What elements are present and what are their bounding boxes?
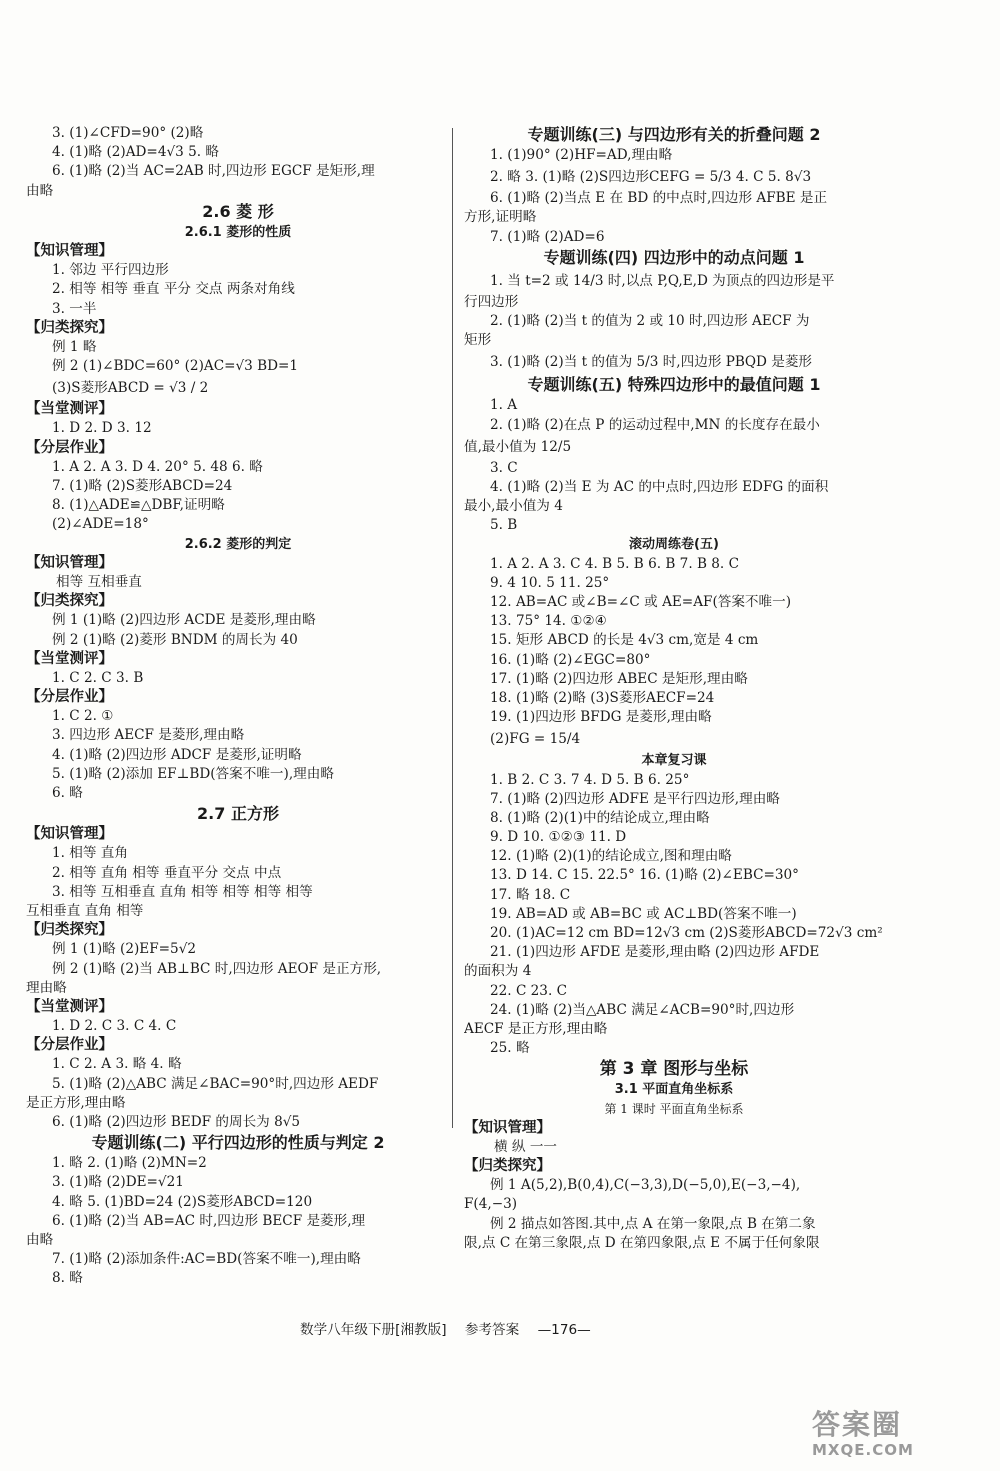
left-line: 1. D 2. C 3. C 4. C	[52, 1018, 177, 1035]
watermark	[812, 1410, 988, 1464]
left-line: 3. (1)略 (2)DE=√21	[52, 1174, 184, 1191]
right-line: 18. (1)略 (2)略 (3)S菱形AECF=24	[490, 689, 715, 706]
right-line: 25. 略	[490, 1040, 530, 1057]
right-line: 值,最小值为 12/5	[464, 438, 572, 455]
right-line: 8. (1)略 (2)(1)中的结论成立,理由略	[490, 809, 710, 826]
left-line: 1. A 2. A 3. D 4. 20° 5. 48 6. 略	[52, 458, 263, 475]
left-line: 【当堂测评】	[26, 998, 113, 1015]
right-line: 例 1 A(5,2),B(0,4),C(−3,3),D(−5,0),E(−3,−4),	[490, 1177, 801, 1194]
left-line: 【知识管理】	[26, 826, 113, 843]
right-line: (2)FG = 15/4	[490, 731, 581, 748]
right-line: 20. (1)AC=12 cm BD=12√3 cm (2)S菱形ABCD=72√3 cm²	[490, 925, 883, 941]
right-line: 专题训练(五) 特殊四边形中的最值问题 1	[527, 375, 821, 395]
left-line: 6. (1)略 (2)当 AC=2AB 时,四边形 EGCF 是矩形,理	[52, 163, 375, 180]
left-line: 6. 略	[52, 785, 83, 801]
right-line: 24. (1)略 (2)当△ABC 满足∠ACB=90°时,四边形	[490, 1001, 795, 1018]
right-line: F(4,−3)	[464, 1196, 518, 1213]
right-line: 1. (1)90° (2)HF=AD,理由略	[490, 147, 673, 163]
right-line: 矩形	[464, 332, 492, 349]
left-line: 例 2 (1)∠BDC=60° (2)AC=√3 BD=1	[52, 358, 299, 375]
left-line: 3. 相等 互相垂直 直角 相等 相等 相等 相等	[52, 883, 313, 900]
right-line: 第 3 章 图形与坐标	[599, 1059, 749, 1080]
right-line: 6. (1)略 (2)当点 E 在 BD 的中点时,四边形 AFBE 是正	[490, 190, 828, 207]
left-line: 理由略	[26, 979, 67, 996]
right-line: 12. AB=AC 或∠B=∠C 或 AE=AF(答案不唯一)	[490, 594, 792, 610]
left-line: 1. C 2. C 3. B	[52, 669, 144, 686]
right-line: 2. 略 3. (1)略 (2)S四边形CEFG = 5/3 4. C 5. 8√3	[490, 169, 812, 186]
watermark-logo: 答案圈	[812, 1408, 903, 1441]
right-line: 3. C	[490, 459, 518, 476]
right-line: 13. D 14. C 15. 22.5° 16. (1)略 (2)∠EBC=30°	[490, 867, 799, 884]
left-line: 例 1 (1)略 (2)EF=5√2	[52, 941, 197, 958]
left-line: 2.6.2 菱形的判定	[184, 536, 292, 552]
left-line: 1. 相等 直角	[52, 845, 128, 862]
left-line: (3)S菱形ABCD = √3 / 2	[52, 380, 209, 397]
right-line: 9. 4 10. 5 11. 25°	[490, 574, 610, 591]
right-line: 【知识管理】	[464, 1119, 551, 1136]
right-line: 17. (1)略 (2)四边形 ABEC 是矩形,理由略	[490, 670, 748, 687]
right-line: 9. D 10. ①②③ 11. D	[490, 829, 627, 846]
right-line: 1. A 2. A 3. C 4. B 5. B 6. B 7. B 8. C	[490, 555, 739, 572]
left-line: 3. 一半	[52, 300, 97, 317]
left-line: 专题训练(二) 平行四边形的性质与判定 2	[91, 1133, 385, 1153]
left-line: 2. 相等 直角 相等 垂直平分 交点 中点	[52, 864, 282, 881]
left-line: 相等 互相垂直	[56, 573, 142, 590]
right-line: 限,点 C 在第三象限,点 D 在第四象限,点 E 不属于任何象限	[464, 1234, 820, 1251]
left-line: 例 2 (1)略 (2)菱形 BNDM 的周长为 40	[52, 631, 298, 648]
right-line: 1. A	[490, 397, 518, 414]
left-line: 5. (1)略 (2)△ABC 满足∠BAC=90°时,四边形 AEDF	[52, 1075, 379, 1092]
right-line: 专题训练(三) 与四边形有关的折叠问题 2	[527, 125, 821, 144]
page-number: —176—	[537, 1322, 591, 1338]
left-line: 【归类探究】	[26, 319, 113, 336]
right-line: 17. 略 18. C	[490, 886, 571, 903]
right-line: 13. 75° 14. ①②④	[490, 613, 607, 630]
right-line: 12. (1)略 (2)(1)的结论成立,图和理由略	[490, 848, 732, 865]
left-column	[26, 124, 450, 1289]
right-line: 行四边形	[464, 293, 519, 310]
left-line: 【分层作业】	[26, 439, 113, 456]
left-line: 5. (1)略 (2)添加 EF⊥BD(答案不唯一),理由略	[52, 765, 334, 782]
right-line: 7. (1)略 (2)AD=6	[490, 228, 605, 245]
left-line: 7. (1)略 (2)添加条件:AC=BD(答案不唯一),理由略	[52, 1251, 361, 1268]
left-line: 1. 略 2. (1)略 (2)MN=2	[52, 1155, 207, 1172]
left-line: 1. C 2. ①	[52, 708, 114, 725]
left-line: 例 1 略	[52, 338, 97, 355]
right-line: 的面积为 4	[464, 963, 532, 980]
left-line: 8. 略	[52, 1270, 83, 1287]
left-line: 3. (1)∠CFD=90° (2)略	[52, 125, 204, 141]
right-line: 1. B 2. C 3. 7 4. D 5. B 6. 25°	[490, 771, 690, 788]
right-line: 22. C 23. C	[490, 982, 568, 999]
left-line: 由略	[26, 1231, 54, 1248]
left-line: 6. (1)略 (2)当 AB=AC 时,四边形 BECF 是菱形,理	[52, 1212, 366, 1229]
left-line: 8. (1)△ADE≌△DBF,证明略	[52, 497, 225, 514]
right-line: 2. (1)略 (2)当 t 的值为 2 或 10 时,四边形 AECF 为	[490, 312, 810, 329]
right-line: 5. B	[490, 517, 518, 534]
left-line: 4. 略 5. (1)BD=24 (2)S菱形ABCD=120	[52, 1193, 313, 1210]
left-line: 互相垂直 直角 相等	[26, 902, 144, 919]
left-line: 1. D 2. D 3. 12	[52, 420, 152, 437]
left-line: 1. C 2. A 3. 略 4. 略	[52, 1056, 182, 1073]
right-line: 本章复习课	[641, 753, 707, 769]
left-line: 【知识管理】	[26, 242, 113, 259]
left-line: 【分层作业】	[26, 1037, 113, 1054]
right-line: 3.1 平面直角坐标系	[614, 1082, 734, 1098]
left-line: 7. (1)略 (2)S菱形ABCD=24	[52, 478, 233, 494]
right-line: 最小,最小值为 4	[464, 498, 563, 515]
left-line: 例 1 (1)略 (2)四边形 ACDE 是菱形,理由略	[52, 612, 316, 629]
left-line: 【知识管理】	[26, 554, 113, 571]
right-line: 2. (1)略 (2)在点 P 的运动过程中,MN 的长度存在最小	[490, 416, 820, 433]
page-footer	[300, 1318, 605, 1338]
left-line: 【当堂测评】	[26, 401, 113, 418]
left-line: 由略	[26, 182, 54, 199]
left-line: 【归类探究】	[26, 593, 113, 610]
left-line: (2)∠ADE=18°	[52, 516, 149, 533]
left-line: 【当堂测评】	[26, 650, 113, 667]
column-divider	[452, 128, 453, 1128]
footer-subject: 数学八年级下册[湘教版]	[300, 1322, 447, 1338]
right-line: 3. (1)略 (2)当 t 的值为 5/3 时,四边形 PBQD 是菱形	[490, 354, 813, 371]
right-column	[464, 124, 884, 1253]
right-line: AECF 是正方形,理由略	[464, 1020, 608, 1037]
left-line: 4. (1)略 (2)四边形 ADCF 是菱形,证明略	[52, 746, 302, 763]
right-line: 滚动周练卷(五)	[629, 537, 719, 553]
left-line: 3. 四边形 AECF 是菱形,理由略	[52, 727, 245, 744]
left-line: 【分层作业】	[26, 689, 113, 706]
right-line: 16. (1)略 (2)∠EGC=80°	[490, 651, 651, 668]
right-line: 方形,证明略	[464, 209, 537, 226]
right-line: 7. (1)略 (2)四边形 ADFE 是平行四边形,理由略	[490, 790, 780, 807]
left-line: 例 2 (1)略 (2)当 AB⊥BC 时,四边形 AEOF 是正方形,	[52, 960, 382, 977]
right-line: 1. 当 t=2 或 14/3 时,以点 P,Q,E,D 为顶点的四边形是平	[490, 272, 835, 289]
right-line: 21. (1)四边形 AFDE 是菱形,理由略 (2)四边形 AFDE	[490, 944, 820, 961]
left-line: 2.6.1 菱形的性质	[184, 224, 292, 240]
right-line: 专题训练(四) 四边形中的动点问题 1	[543, 247, 805, 267]
left-line: 【归类探究】	[26, 922, 113, 939]
left-line: 2. 相等 相等 垂直 平分 交点 两条对角线	[52, 281, 295, 298]
right-line: 15. 矩形 ABCD 的长是 4√3 cm,宽是 4 cm	[490, 632, 759, 649]
left-line: 4. (1)略 (2)AD=4√3 5. 略	[52, 144, 219, 161]
right-line: 第 1 课时 平面直角坐标系	[604, 1101, 744, 1116]
right-line: 4. (1)略 (2)当 E 为 AC 的中点时,四边形 EDFG 的面积	[490, 478, 829, 495]
left-line: 2.6 菱 形	[202, 201, 274, 221]
left-line: 1. 邻边 平行四边形	[52, 262, 169, 279]
left-line: 6. (1)略 (2)四边形 BEDF 的周长为 8√5	[52, 1114, 301, 1130]
right-line: 例 2 描点如答图.其中,点 A 在第一象限,点 B 在第二象	[490, 1215, 816, 1232]
left-line: 2.7 正方形	[197, 804, 279, 824]
right-line: 19. AB=AD 或 AB=BC 或 AC⊥BD(答案不唯一)	[490, 905, 797, 922]
left-line: 是正方形,理由略	[26, 1094, 126, 1111]
footer-label: 参考答案	[464, 1322, 520, 1338]
right-line: 19. (1)四边形 BFDG 是菱形,理由略	[490, 709, 712, 726]
right-line: 横 纵 一一	[494, 1138, 558, 1155]
watermark-url: MXQE.COM	[812, 1441, 914, 1459]
right-line: 【归类探究】	[464, 1158, 551, 1175]
